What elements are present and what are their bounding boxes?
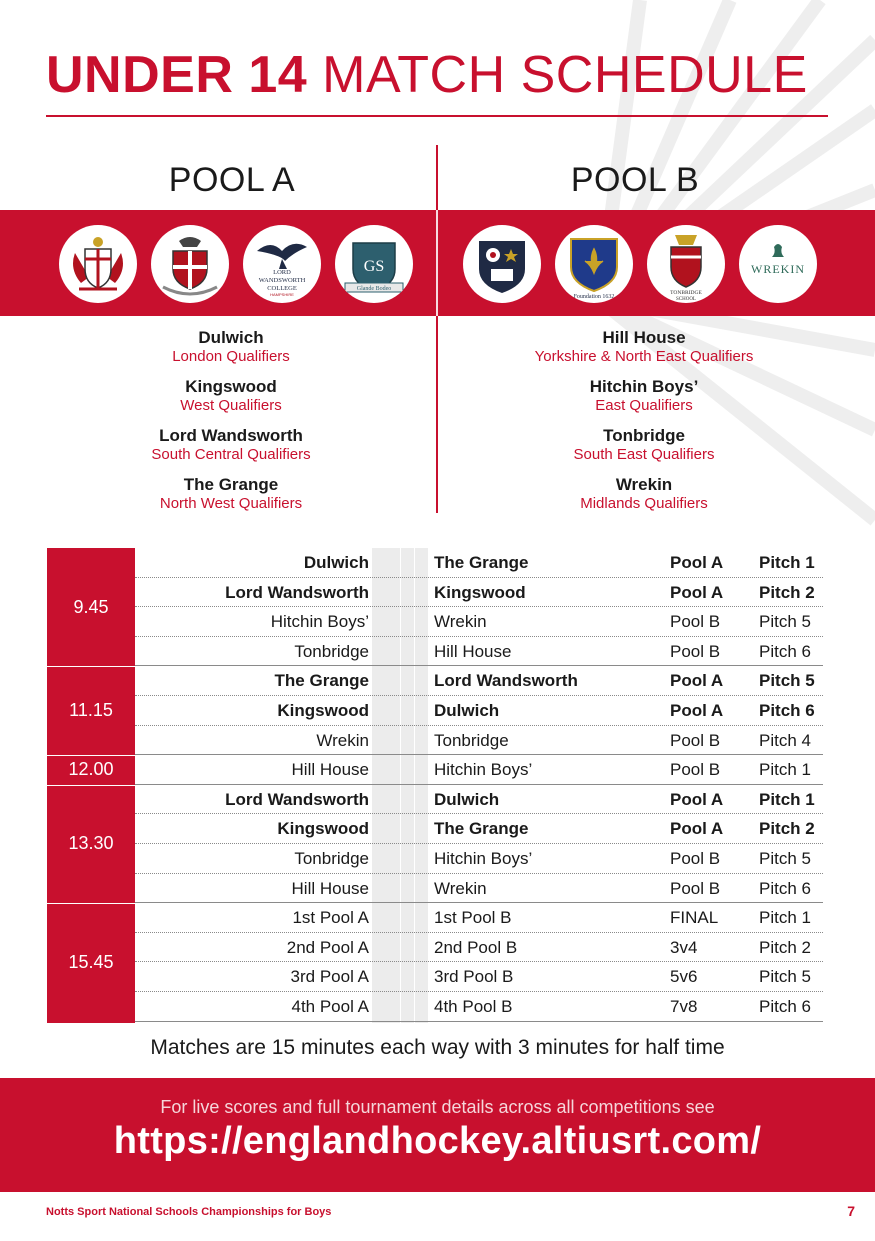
table-row: [135, 903, 823, 933]
pitch-label: Pitch 4: [759, 730, 811, 750]
pool-label: Pool A: [670, 701, 724, 720]
list-item: [494, 328, 794, 377]
pool-label: 7v8: [670, 997, 698, 1016]
list-item: [81, 426, 381, 475]
list-item: [494, 377, 794, 426]
title-light: MATCH SCHEDULE: [322, 46, 808, 104]
wrekin-crest-icon: [739, 225, 817, 303]
home-team: Dulwich: [303, 553, 369, 572]
home-team: Hitchin Boys’: [270, 612, 369, 632]
home-team: Tonbridge: [294, 641, 369, 661]
table-row: [135, 666, 823, 696]
team-region: South East Qualifiers: [573, 446, 715, 463]
time-slot-divider: [47, 755, 135, 756]
table-row: [135, 814, 823, 844]
away-team: 4th Pool B: [434, 997, 513, 1016]
match-duration-note: Matches are 15 minutes each way with 3 minutes for half time: [150, 1036, 725, 1059]
dulwich-crest-icon: [59, 225, 137, 303]
home-team: Tonbridge: [294, 849, 369, 868]
away-team: Kingswood: [434, 582, 526, 602]
home-team: Kingswood: [277, 819, 369, 839]
table-row: [135, 933, 823, 963]
table-row: [135, 874, 823, 904]
svg-text:LORD: LORD: [273, 269, 291, 276]
time-slot-divider: [47, 666, 135, 667]
hitchin-boys-crest: [555, 225, 633, 303]
pool-label: 5v6: [670, 967, 698, 987]
table-row: [135, 637, 823, 667]
time-slot: 13.30: [68, 833, 114, 854]
pitch-label: Pitch 2: [759, 819, 815, 839]
pool-a-team-list: [81, 328, 381, 524]
pitch-label: Pitch 1: [759, 553, 815, 572]
pitch-label: Pitch 6: [759, 641, 811, 661]
tonbridge-crest-icon: [647, 225, 725, 303]
pool-label: Pool B: [670, 760, 721, 780]
home-team: Lord Wandsworth: [225, 789, 369, 809]
pitch-label: Pitch 5: [759, 612, 811, 632]
home-team: 4th Pool A: [291, 997, 369, 1016]
svg-text:Glande Bodeo: Glande Bodeo: [356, 286, 392, 292]
away-team: Tonbridge: [434, 730, 509, 750]
crest-band-split: [436, 210, 438, 316]
table-row: [135, 785, 823, 815]
team-name: Wrekin: [615, 475, 673, 494]
tournament-url-link[interactable]: https://englandhockey.altiusrt.com/: [113, 1120, 762, 1162]
table-row: [135, 607, 823, 637]
pool-divider: [436, 145, 438, 513]
table-row: [135, 726, 823, 756]
title-divider: [46, 115, 828, 117]
pitch-label: Pitch 6: [759, 878, 811, 898]
team-region: East Qualifiers: [595, 397, 693, 414]
the-grange-crest: [335, 225, 413, 303]
away-team: 3rd Pool B: [434, 967, 514, 987]
away-team: 2nd Pool B: [434, 937, 518, 957]
svg-text:WANDSWORTH: WANDSWORTH: [258, 277, 306, 284]
pool-label: Pool B: [670, 878, 721, 898]
dulwich-crest: [59, 225, 137, 303]
time-slot: 9.45: [73, 596, 109, 617]
svg-text:COLLEGE: COLLEGE: [267, 285, 297, 292]
team-region: South Central Qualifiers: [151, 446, 311, 463]
pool-label: Pool A: [670, 582, 724, 602]
away-team: Wrekin: [434, 878, 487, 898]
hill-house-crest-icon: [463, 225, 541, 303]
hill-house-crest: [463, 225, 541, 303]
away-team: Hitchin Boys’: [434, 849, 533, 868]
away-team: The Grange: [434, 553, 529, 572]
team-name: The Grange: [183, 475, 279, 494]
svg-text:SCHOOL: SCHOOL: [675, 297, 697, 302]
pool-a-heading: POOL A: [168, 161, 296, 199]
the-grange-crest-icon: [335, 225, 413, 303]
pitch-label: Pitch 2: [759, 582, 815, 602]
away-team: Dulwich: [434, 789, 500, 809]
list-item: [494, 426, 794, 475]
pool-label: Pool A: [670, 553, 724, 572]
wrekin-crest: [739, 225, 817, 303]
pool-label: Pool B: [670, 641, 721, 661]
footer-info-text: For live scores and full tournament details across all competitions see: [160, 1097, 715, 1117]
table-row: [135, 696, 823, 726]
pool-label: FINAL: [670, 908, 719, 928]
table-row: [135, 578, 823, 608]
away-team: Wrekin: [434, 612, 487, 632]
home-team: 1st Pool A: [292, 908, 369, 928]
pitch-label: Pitch 1: [759, 908, 811, 928]
time-slot: 15.45: [68, 951, 114, 972]
page-title: [46, 42, 836, 108]
pitch-label: Pitch 6: [759, 701, 815, 720]
list-item: [81, 328, 381, 377]
pool-label: Pool A: [670, 819, 724, 839]
pitch-label: Pitch 5: [759, 967, 811, 987]
home-team: 2nd Pool A: [286, 937, 369, 957]
time-slot: 12.00: [68, 759, 114, 780]
away-team: 1st Pool B: [434, 908, 512, 928]
table-row: [135, 548, 823, 578]
table-row: [135, 992, 823, 1022]
time-slot: 11.15: [69, 700, 113, 721]
pool-b-team-list: [494, 328, 794, 524]
team-region: London Qualifiers: [172, 348, 290, 365]
list-item: [81, 475, 381, 524]
home-team: Hill House: [291, 760, 369, 780]
match-schedule-table: [47, 548, 823, 1023]
team-name: Tonbridge: [603, 426, 685, 445]
team-name: Hill House: [602, 328, 686, 347]
title-bold: UNDER 14: [46, 46, 308, 104]
team-name: Dulwich: [198, 328, 264, 347]
team-region: North West Qualifiers: [159, 495, 303, 512]
away-team: The Grange: [434, 819, 529, 839]
svg-text:TONBRIDGE: TONBRIDGE: [670, 290, 702, 296]
pitch-label: Pitch 5: [759, 849, 811, 868]
team-name: Hitchin Boys’: [589, 377, 699, 396]
away-team: Hill House: [434, 641, 512, 661]
tonbridge-crest: [647, 225, 725, 303]
table-row: [135, 755, 823, 785]
pool-label: Pool A: [670, 789, 724, 809]
list-item: [494, 475, 794, 524]
pool-label: Pool B: [670, 612, 721, 632]
page-number: 7: [847, 1203, 855, 1219]
list-item: [81, 377, 381, 426]
time-slot-divider: [47, 903, 135, 904]
away-team: Hitchin Boys’: [434, 760, 533, 780]
lord-wandsworth-crest-icon: [243, 225, 321, 303]
team-name: Kingswood: [185, 377, 277, 396]
svg-text:HAMPSHIRE: HAMPSHIRE: [270, 292, 294, 297]
lord-wandsworth-crest: [243, 225, 321, 303]
pool-label: Pool A: [670, 671, 724, 691]
away-team: Dulwich: [434, 701, 500, 720]
pool-label: Pool B: [670, 849, 721, 868]
table-row: [135, 962, 823, 992]
kingswood-crest-icon: [151, 225, 229, 303]
home-team: Hill House: [291, 878, 369, 898]
home-team: The Grange: [274, 671, 369, 691]
pitch-label: Pitch 2: [759, 937, 811, 957]
home-team: Kingswood: [277, 701, 369, 720]
team-region: Midlands Qualifiers: [580, 495, 708, 512]
pool-label: Pool B: [670, 730, 721, 750]
home-team: Lord Wandsworth: [225, 582, 369, 602]
time-slot-divider: [47, 785, 135, 786]
svg-text:WREKIN: WREKIN: [751, 262, 805, 276]
pool-b-heading: POOL B: [570, 161, 700, 199]
team-region: Yorkshire & North East Qualifiers: [534, 348, 754, 365]
home-team: Wrekin: [316, 730, 369, 750]
home-team: 3rd Pool A: [290, 967, 369, 987]
kingswood-crest: [151, 225, 229, 303]
pitch-label: Pitch 6: [759, 997, 811, 1016]
pitch-label: Pitch 1: [759, 760, 811, 780]
pitch-label: Pitch 5: [759, 671, 815, 691]
publication-name: Notts Sport National Schools Championships for Boys: [46, 1206, 332, 1218]
away-team: Lord Wandsworth: [434, 671, 578, 691]
pitch-label: Pitch 1: [759, 789, 815, 809]
team-name: Lord Wandsworth: [159, 426, 303, 445]
svg-text:Foundation 1632: Foundation 1632: [573, 294, 615, 300]
team-region: West Qualifiers: [180, 397, 282, 414]
svg-text:GS: GS: [363, 258, 385, 275]
pool-label: 3v4: [670, 937, 698, 957]
table-row: [135, 844, 823, 874]
hitchin-boys-crest-icon: [555, 225, 633, 303]
